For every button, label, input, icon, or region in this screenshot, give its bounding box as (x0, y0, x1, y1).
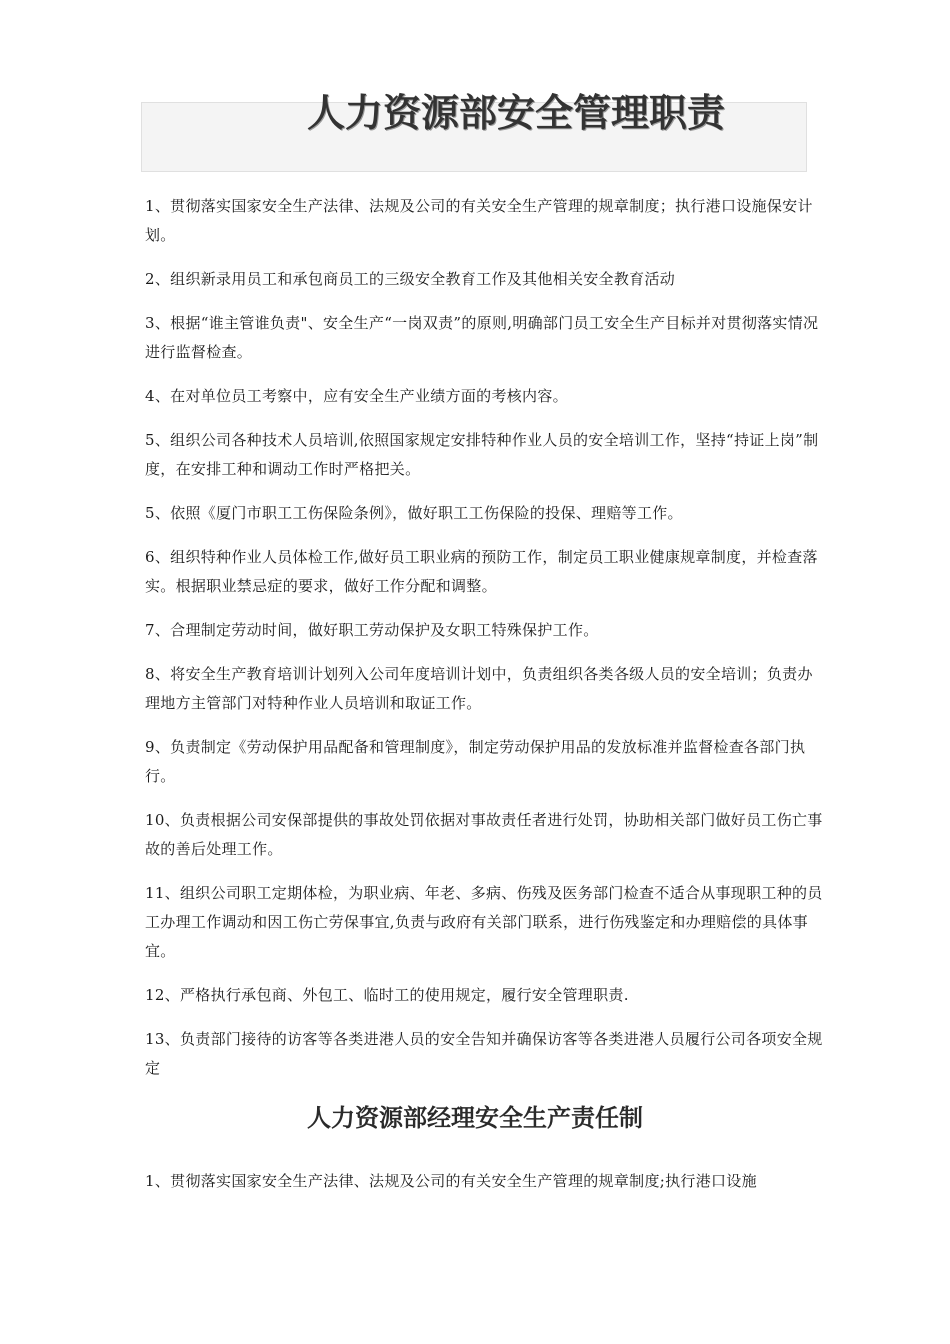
clause-5a: 5、组织公司各种技术人员培训,依照国家规定安排特种作业人员的安全培训工作，坚持“持证上岗”制度，在安排工种和调动工作时严格把关。 (145, 431, 819, 478)
section-clause-list (145, 1167, 825, 1211)
clause-3: 3、根据“谁主管谁负责"、安全生产“一岗双责”的原则,明确部门员工安全生产目标并对贯彻落实情况进行监督检查。 (145, 314, 819, 361)
clause-13: 13、负责部门接待的访客等各类进港人员的安全告知并确保访客等各类进港人员履行公司各项安全规定 (145, 1030, 823, 1077)
clause-8: 8、将安全生产教育培训计划列入公司年度培训计划中，负责组织各类各级人员的安全培训；负责办理地方主管部门对特种作业人员培训和取证工作。 (145, 665, 813, 712)
clause-12: 12、严格执行承包商、外包工、临时工的使用规定，履行安全管理职责. (145, 986, 629, 1004)
clause-10: 10、负责根据公司安保部提供的事故处罚依据对事故责任者进行处罚，协助相关部门做好员工伤亡事故的善后处理工作。 (145, 811, 823, 858)
clause-7: 7、合理制定劳动时间，做好职工劳动保护及女职工特殊保护工作。 (145, 621, 599, 639)
clause-list (145, 192, 825, 1098)
page-title: 人力资源部安全管理职责 (306, 91, 725, 135)
clause-4: 4、在对单位员工考察中，应有安全生产业绩方面的考核内容。 (145, 387, 568, 405)
section-clause-1: 1、贯彻落实国家安全生产法律、法规及公司的有关安全生产管理的规章制度;执行港口设施 (145, 1172, 757, 1190)
clause-9: 9、负责制定《劳动保护用品配备和管理制度》，制定劳动保护用品的发放标准并监督检查各部门执行。 (145, 738, 806, 785)
section-heading: 人力资源部经理安全生产责任制 (307, 1104, 643, 1132)
clause-2: 2、组织新录用员工和承包商员工的三级安全教育工作及其他相关安全教育活动 (145, 270, 676, 288)
clause-5b: 5、依照《厦门市职工工伤保险条例》，做好职工工伤保险的投保、理赔等工作。 (145, 504, 683, 522)
clause-6: 6、组织特种作业人员体检工作,做好员工职业病的预防工作，制定员工职业健康规章制度，并检查落实。根据职业禁忌症的要求，做好工作分配和调整。 (145, 548, 818, 595)
clause-11: 11、组织公司职工定期体检，为职业病、年老、多病、伤残及医务部门检查不适合从事现职工种的员工办理工作调动和因工伤亡劳保事宜,负责与政府有关部门联系，进行伤残鉴定和办理赔偿的具体事宜。 (145, 884, 823, 960)
clause-1: 1、贯彻落实国家安全生产法律、法规及公司的有关安全生产管理的规章制度；执行港口设施保安计划。 (145, 197, 813, 244)
